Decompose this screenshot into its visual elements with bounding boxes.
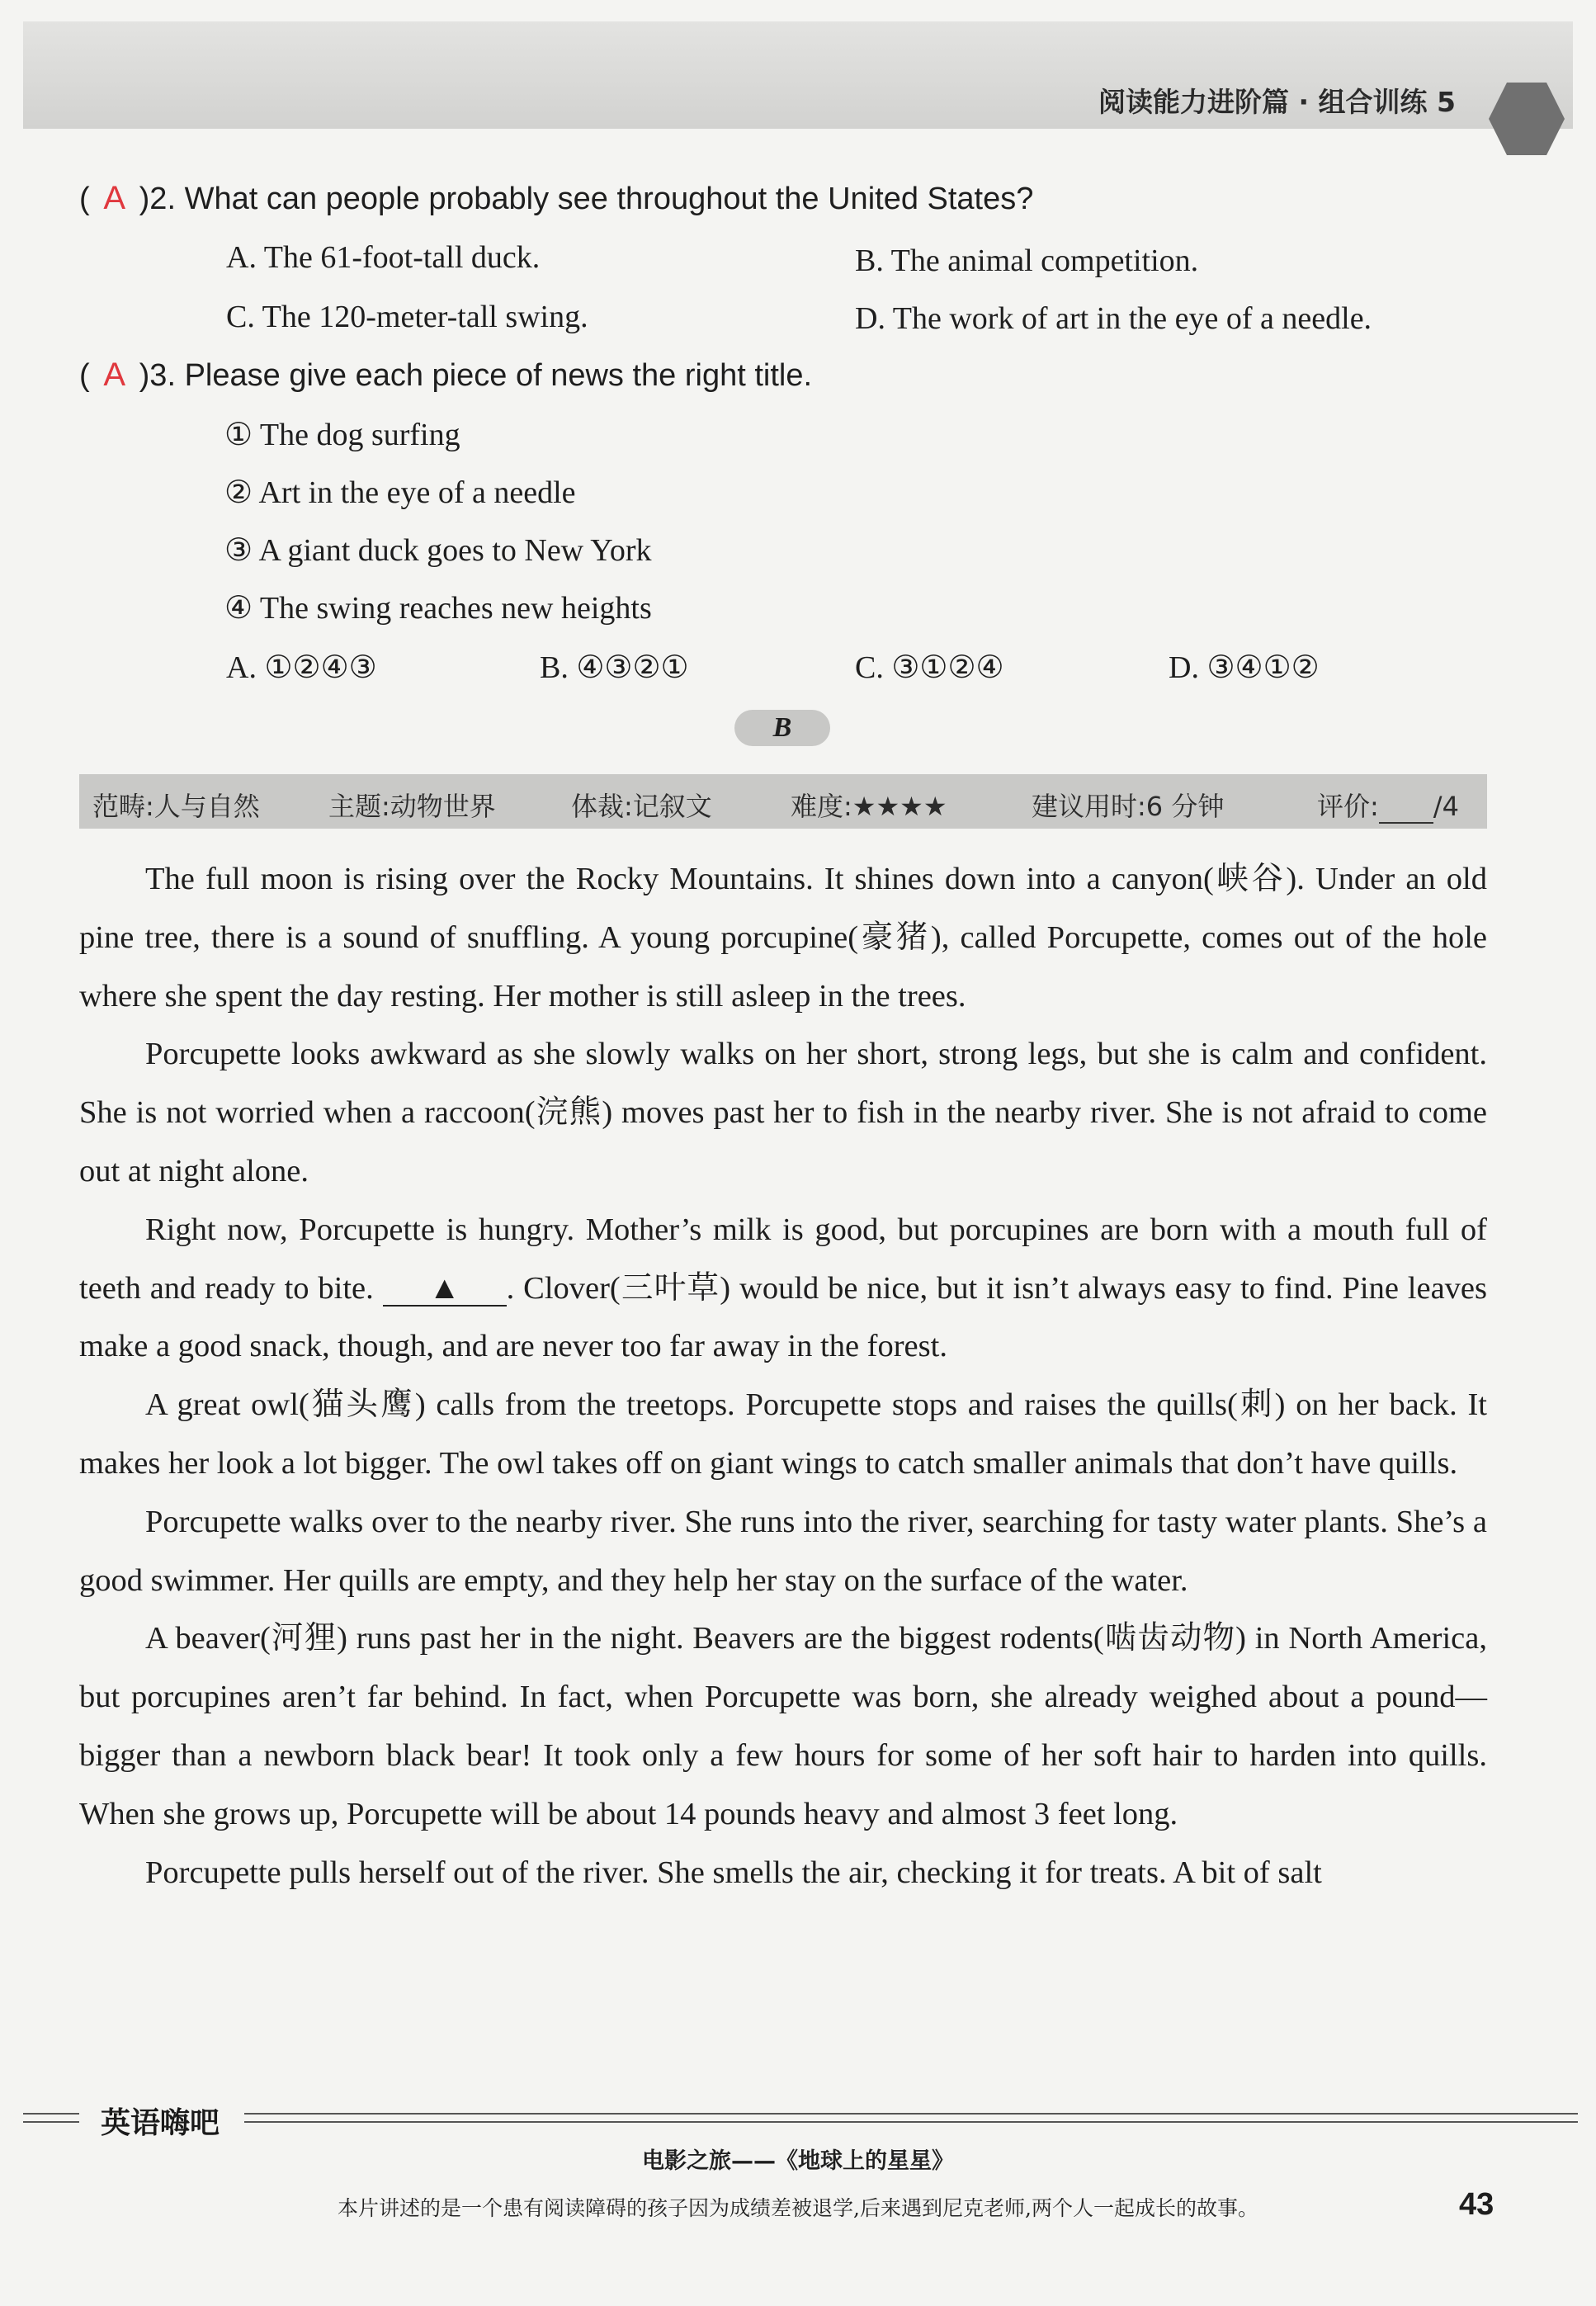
section-label: B (734, 710, 830, 746)
section-title: 阅读能力进阶篇 · 组合训练 5 (1098, 86, 1456, 118)
page-number: 43 (1459, 2187, 1494, 2222)
option-a: A. The 61-foot-tall duck. (226, 240, 541, 275)
option-d: D. The work of art in the eye of a needle. (855, 301, 1372, 336)
answer-bracket-open: ( (79, 358, 90, 393)
paragraph: A great owl(猫头鹰) calls from the treetops. Porcupette stops and raises the quills(刺) on her back. It makes her look a lot bigger. The owl takes off on giant wings to catch smaller animals that don’t have quills. (79, 1387, 1487, 1481)
difficulty-label: 难度:★★★★ (791, 791, 947, 822)
time-label: 建议用时:6 分钟 (1032, 791, 1225, 822)
answer-bracket-open: ( (79, 182, 90, 216)
score-label (1317, 786, 1459, 824)
paragraph: Porcupette looks awkward as she slowly walks on her short, strong legs, but she is calm and confident. She is not worried when a raccoon(浣熊) moves past her to fish in the nearby river. She is not afraid to come out at night alone. (79, 1037, 1487, 1188)
paragraph: Porcupette pulls herself out of the river. She smells the air, checking it for treats. A bit of salt (145, 1855, 1322, 1890)
question-text: What can people probably see throughout the United States? (184, 182, 1034, 216)
passage (79, 850, 1487, 1902)
footer-subtitle: 电影之旅——《地球上的星星》 (642, 2148, 954, 2174)
answer-blank[interactable]: ▲ (383, 1272, 507, 1307)
question-2 (79, 180, 1033, 217)
title-item: ③ A giant duck goes to New York (224, 533, 652, 568)
score-label-text: 评价: (1317, 791, 1379, 822)
option-a: A. ①②④③ (226, 650, 377, 685)
option-d: D. ③④①② (1169, 650, 1320, 685)
hexagon-icon (1487, 79, 1566, 158)
option-c: C. ③①②④ (855, 650, 1004, 685)
paragraph-text: Right now, Porcupette is hungry. Mother’s milk is good, but porcupines are born with a mouth full of teeth and ready to bite. (79, 1212, 1487, 1306)
question-text: Please give each piece of news the right title. (184, 358, 813, 393)
handwritten-answer: A (103, 357, 125, 393)
score-blank[interactable] (1379, 797, 1433, 824)
paragraph: A beaver(河狸) runs past her in the night. Beavers are the biggest rodents(啮齿动物) in North America, but porcupines aren’t far behind. In fact, when Porcupette was born, she already weighed about a pound—bigger than a newborn black bear! It took only a few hours for some of her soft hair to harden into quills. When she grows up, Porcupette will be about 14 pounds heavy and almost 3 feet long. (79, 1621, 1487, 1831)
question-number: )3. (139, 358, 177, 393)
divider (23, 2113, 79, 2115)
question-3 (79, 357, 812, 394)
theme-label: 主题:动物世界 (328, 791, 496, 822)
question-number: )2. (139, 182, 177, 216)
option-c: C. The 120-meter-tall swing. (226, 300, 588, 334)
title-item: ④ The swing reaches new heights (224, 591, 652, 626)
title-item: ① The dog surfing (224, 418, 460, 452)
paragraph: The full moon is rising over the Rocky Mountains. It shines down into a canyon(峡谷). Under an old pine tree, there is a sound of snuffling. A young porcupine(豪猪), called Porcupette, comes out of the hole where she spent the day resting. Her mother is still asleep in the trees. (79, 862, 1487, 1014)
footer-brand: 英语嗨吧 (101, 2106, 220, 2140)
paragraph-text: . Clover(三叶草) would be nice, but it isn’t always easy to find. Pine leaves make a good snack, though, and are never too far away in the forest. (79, 1270, 1487, 1364)
divider (244, 2113, 1578, 2115)
option-b: B. ④③②① (540, 650, 689, 685)
footer-note: 本片讲述的是一个患有阅读障碍的孩子因为成绩差被退学,后来遇到尼克老师,两个人一起成长的故事。 (338, 2196, 1258, 2220)
option-b: B. The animal competition. (855, 243, 1199, 278)
info-bar (79, 774, 1487, 829)
score-total: /4 (1433, 791, 1459, 822)
divider (23, 2121, 79, 2123)
genre-label: 体裁:记叙文 (571, 791, 712, 822)
category-label: 范畴:人与自然 (92, 791, 260, 822)
paragraph (79, 1201, 1487, 1376)
paragraph: Porcupette walks over to the nearby river. She runs into the river, searching for tasty water plants. She’s a good swimmer. Her quills are empty, and they help her stay on the surface of the water. (79, 1504, 1487, 1598)
divider (244, 2121, 1578, 2123)
handwritten-answer: A (103, 180, 125, 216)
title-item: ② Art in the eye of a needle (224, 475, 576, 510)
